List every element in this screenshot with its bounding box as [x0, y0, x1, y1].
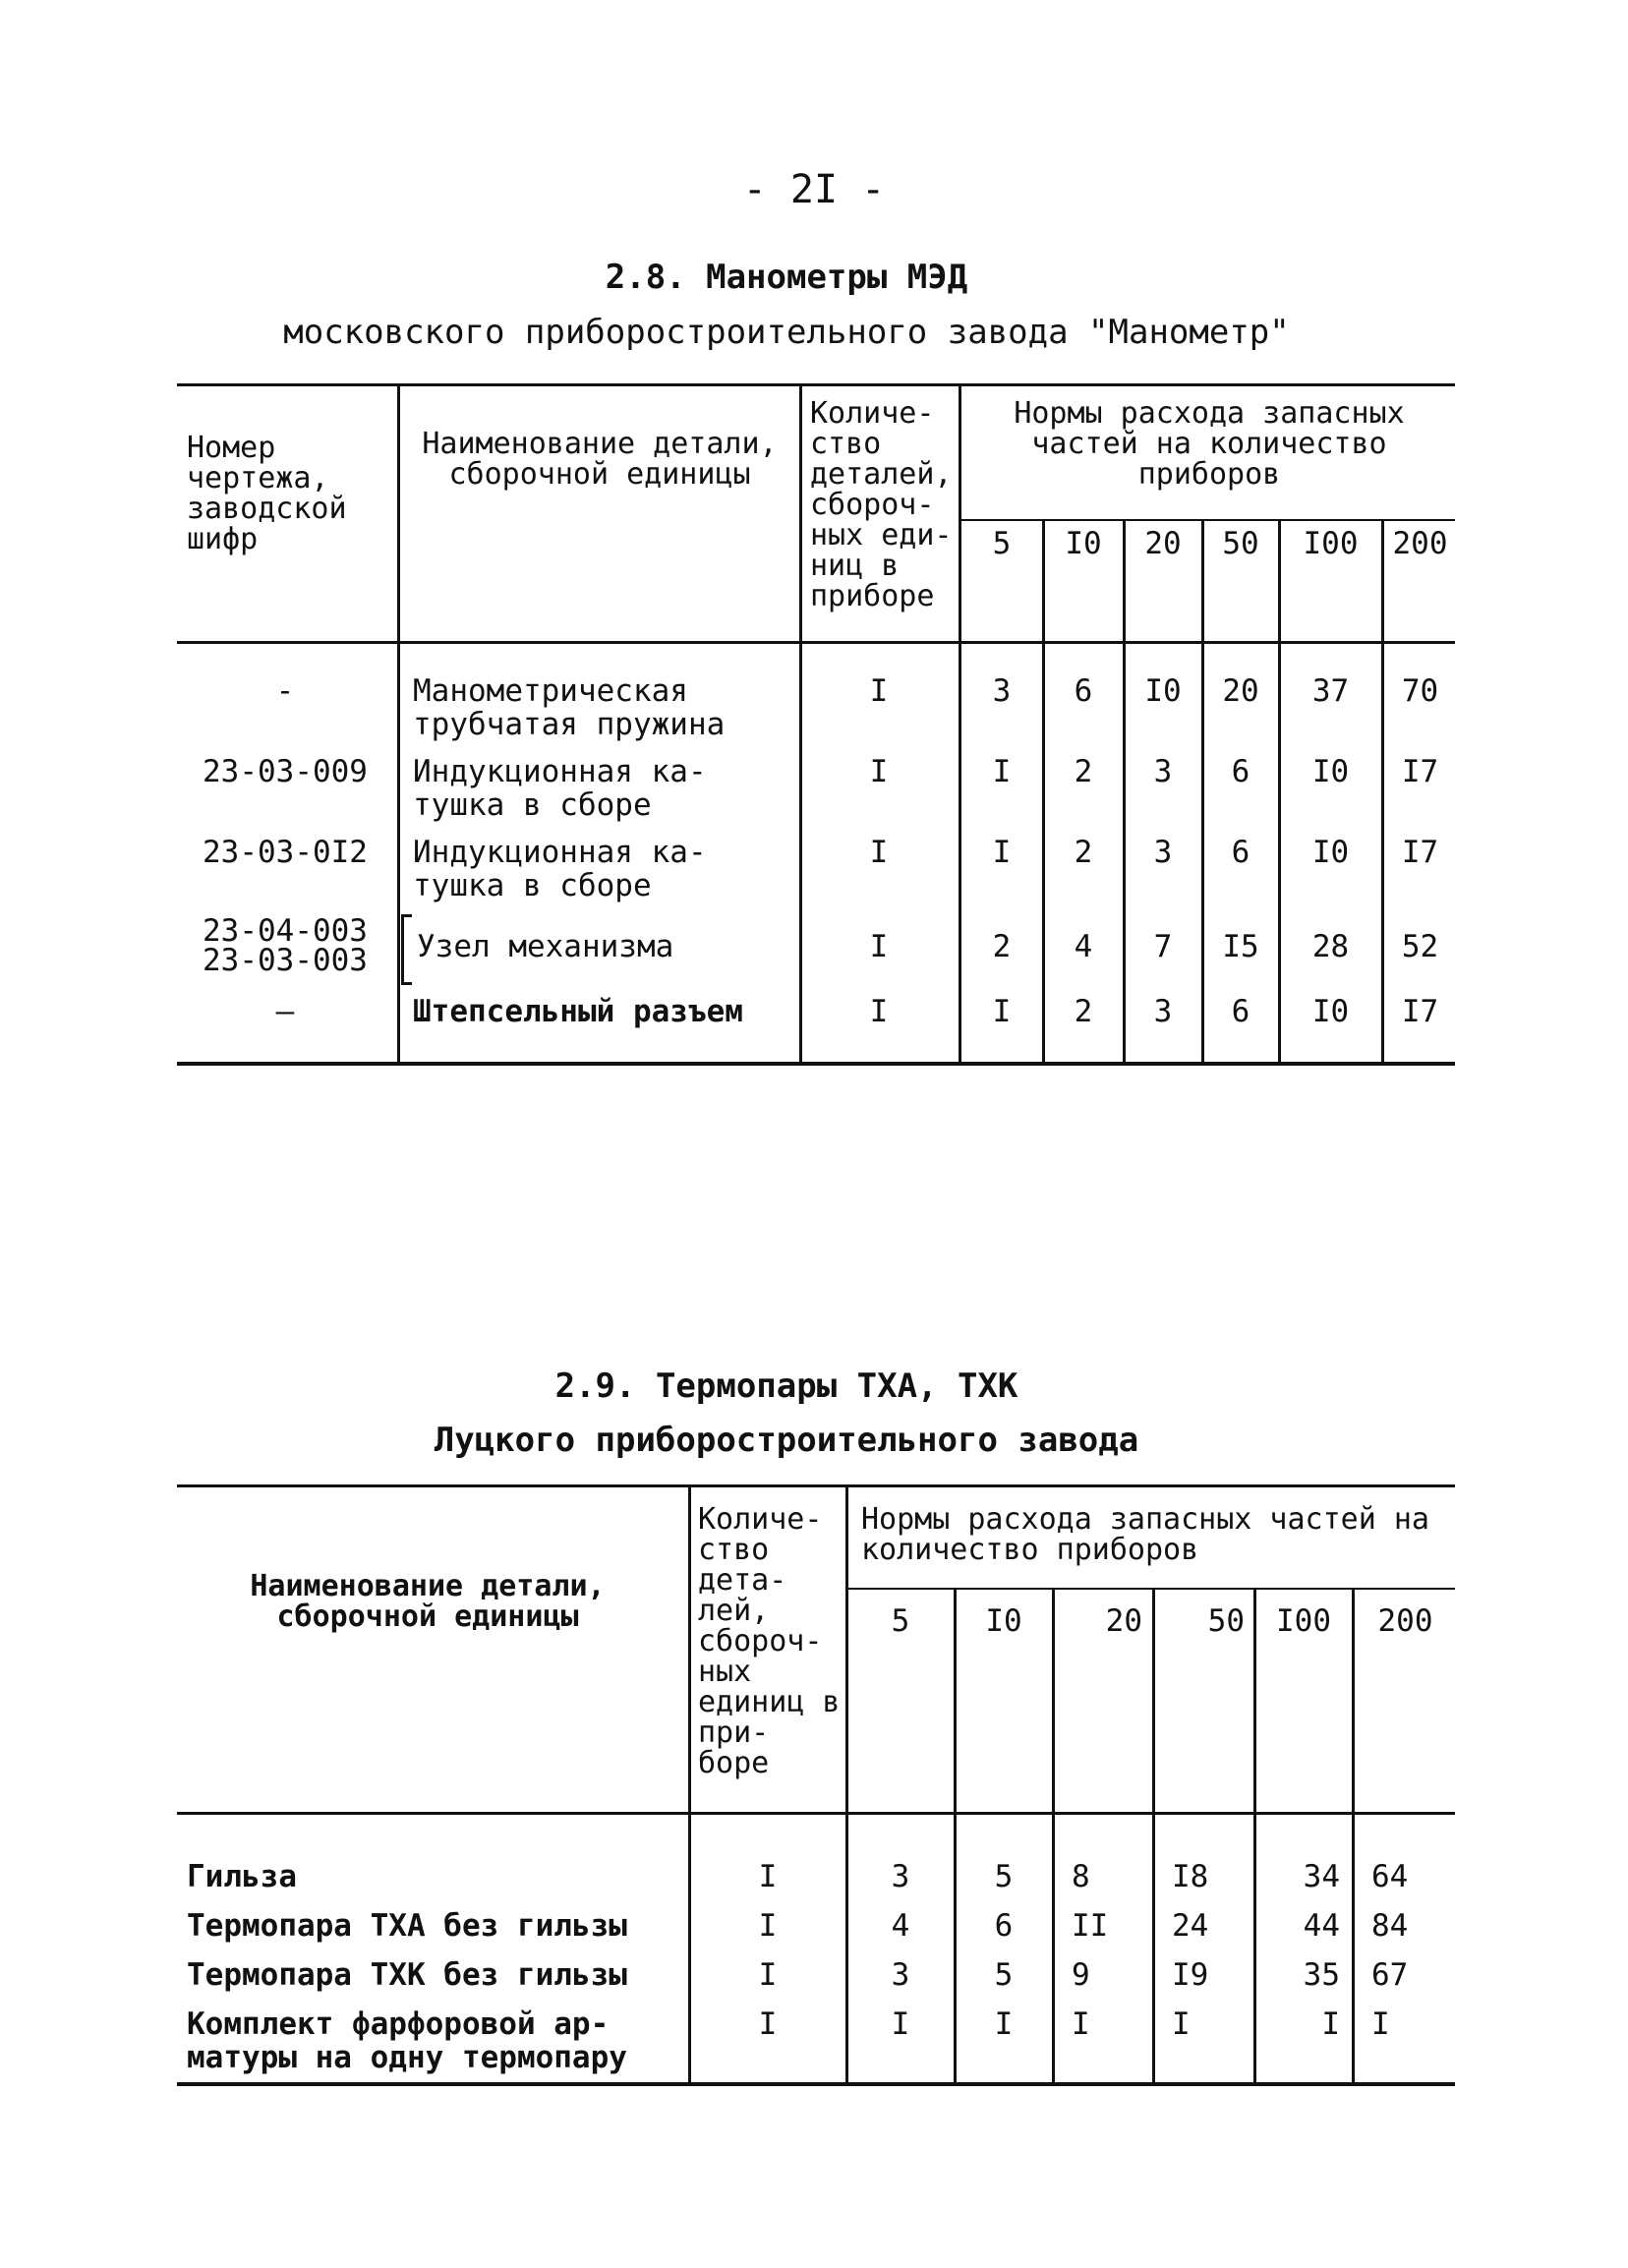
- row-norm: 8: [1072, 1859, 1090, 1894]
- table-1-bottom-rule: [177, 1062, 1455, 1066]
- table-2-qty: I00: [1276, 1603, 1331, 1639]
- row-norm: I0: [1311, 994, 1350, 1029]
- row-count: I: [869, 835, 889, 870]
- table-2-header-norms: Нормы расхода запасных частей на количество приборов: [861, 1502, 1429, 1567]
- row-norm: 4: [1074, 929, 1093, 964]
- row-norm: I: [992, 994, 1012, 1029]
- row-count: I: [758, 1908, 778, 1944]
- table-2-header-name: Наименование детали, сборочной единицы: [250, 1569, 606, 1634]
- row-norm: I: [1072, 2006, 1090, 2042]
- table-1-qty: 50: [1222, 526, 1259, 561]
- table-1-divider: [1201, 519, 1204, 1062]
- row-count: I: [869, 929, 889, 964]
- section-2-subtitle: Луцкого приборостроительного завода: [434, 1421, 1139, 1460]
- row-norm: 67: [1371, 1957, 1409, 1993]
- table-2-subheader-rule: [845, 1588, 1455, 1590]
- table-1-qty: 5: [992, 526, 1012, 561]
- table-1-header-norms: Нормы расхода запасных частей на количество приборов: [1014, 396, 1405, 492]
- row-norm: 24: [1172, 1908, 1209, 1944]
- row-norm: I: [1371, 2006, 1390, 2042]
- table-1-qty: I00: [1303, 526, 1359, 561]
- row-count: I: [869, 673, 889, 709]
- row-name: Индукционная ка- тушка в сборе: [413, 754, 707, 823]
- table-1-divider: [1381, 519, 1384, 1062]
- table-2-qty: I0: [985, 1603, 1022, 1639]
- row-code: -: [275, 673, 295, 709]
- row-norm: 6: [1231, 835, 1250, 870]
- row-norm: I8: [1172, 1859, 1209, 1894]
- table-1-divider: [397, 383, 400, 1062]
- row-name: Индукционная ка- тушка в сборе: [413, 835, 707, 903]
- table-2-qty: 200: [1377, 1603, 1433, 1639]
- row-norm: 84: [1371, 1908, 1409, 1944]
- row-norm: I: [992, 835, 1012, 870]
- table-1-divider: [1042, 519, 1045, 1062]
- section-2-title: 2.9. Термопары ТХА, ТХК: [554, 1367, 1018, 1406]
- row-count: I: [758, 2006, 778, 2042]
- row-count: I: [758, 1957, 778, 1993]
- row-norm: 6: [1231, 994, 1250, 1029]
- row-norm: 9: [1072, 1957, 1090, 1993]
- row-norm: 3: [1153, 754, 1173, 789]
- row-norm: 6: [1074, 673, 1093, 709]
- table-2-top-rule: [177, 1484, 1455, 1487]
- row-code-secondary: 23-03-003: [203, 943, 368, 978]
- row-name: Термопара ТХК без гильзы: [187, 1957, 627, 1993]
- row-code: 23-03-009: [203, 754, 368, 789]
- row-norm: 2: [1074, 835, 1093, 870]
- table-2-divider: [1152, 1588, 1155, 2084]
- row-norm: 44: [1303, 1908, 1340, 1944]
- row-code: 23-04-003: [203, 913, 368, 949]
- row-norm: 70: [1401, 673, 1439, 709]
- row-norm: I: [891, 2006, 910, 2042]
- table-1-divider: [959, 383, 961, 1062]
- table-1-header-name: Наименование детали, сборочной единицы: [422, 427, 778, 492]
- row-count: I: [869, 994, 889, 1029]
- table-1-header-code: Номер чертежа, заводской шифр: [187, 431, 347, 556]
- table-1-header-count: Количе- ство деталей, сбороч- ных еди- ниц в приборе: [810, 396, 953, 613]
- row-norm: 52: [1401, 929, 1439, 964]
- table-2-header-rule: [177, 1812, 1455, 1815]
- row-name: Комплект фарфоровой ар- матуры на одну термопару: [187, 2006, 627, 2075]
- row-norm: 28: [1311, 929, 1350, 964]
- row-norm: I0: [1311, 754, 1350, 789]
- table-1-qty: 200: [1392, 526, 1448, 561]
- row-norm: I: [1321, 2006, 1340, 2042]
- table-2-bottom-rule: [177, 2082, 1455, 2086]
- table-2-divider: [1052, 1588, 1055, 2084]
- row-norm: I0: [1311, 835, 1350, 870]
- row-norm: 3: [891, 1957, 910, 1993]
- page-number: - 2I -: [742, 167, 886, 212]
- table-2-divider: [688, 1484, 691, 2084]
- row-norm: 20: [1222, 673, 1259, 709]
- table-2-divider: [1352, 1588, 1355, 2084]
- table-1-divider: [1123, 519, 1126, 1062]
- row-code: 23-03-0I2: [203, 835, 368, 870]
- row-norm: 3: [992, 673, 1012, 709]
- row-norm: II: [1072, 1908, 1109, 1944]
- row-norm: 37: [1311, 673, 1350, 709]
- row-name: Термопара ТХА без гильзы: [187, 1908, 627, 1944]
- row-norm: I0: [1144, 673, 1182, 709]
- row-norm: 4: [891, 1908, 910, 1944]
- table-2-header-count: Количе- ство дета- лей, сбороч- ных единиц в при- боре: [698, 1502, 841, 1780]
- row-norm: 3: [1153, 835, 1173, 870]
- row-name: Манометрическая трубчатая пружина: [413, 673, 726, 742]
- row-norm: I7: [1401, 994, 1439, 1029]
- table-1-header-rule: [177, 641, 1455, 644]
- table-1-qty: 20: [1144, 526, 1182, 561]
- table-1-top-rule: [177, 383, 1455, 386]
- row-name: Гильза: [187, 1859, 297, 1894]
- row-code: –: [275, 994, 295, 1029]
- row-norm: 2: [992, 929, 1012, 964]
- row-norm: 2: [1074, 754, 1093, 789]
- row-norm: I5: [1222, 929, 1259, 964]
- row-name: Узел механизма: [417, 929, 674, 964]
- row-name: Штепсельный разъем: [413, 994, 743, 1029]
- row-count: I: [758, 1859, 778, 1894]
- row-norm: 5: [994, 1859, 1014, 1894]
- table-2-divider: [954, 1588, 957, 2084]
- table-2-qty: 50: [1207, 1603, 1245, 1639]
- row-norm: 5: [994, 1957, 1014, 1993]
- row-norm: 2: [1074, 994, 1093, 1029]
- row-norm: 64: [1371, 1859, 1409, 1894]
- row-norm: 6: [994, 1908, 1014, 1944]
- bracket-icon: [401, 914, 412, 985]
- row-norm: I: [992, 754, 1012, 789]
- table-2-divider: [845, 1484, 848, 2084]
- section-1-title: 2.8. Манометры МЭД: [605, 258, 968, 297]
- row-norm: I7: [1401, 835, 1439, 870]
- row-norm: 3: [1153, 994, 1173, 1029]
- row-norm: I7: [1401, 754, 1439, 789]
- row-norm: I: [1172, 2006, 1191, 2042]
- table-2-qty: 5: [891, 1603, 910, 1639]
- table-2-divider: [1253, 1588, 1256, 2084]
- row-norm: 7: [1153, 929, 1173, 964]
- section-1-subtitle: московского приборостроительного завода "Манометр": [283, 313, 1290, 352]
- row-norm: 35: [1303, 1957, 1340, 1993]
- row-norm: I9: [1172, 1957, 1209, 1993]
- row-norm: 3: [891, 1859, 910, 1894]
- table-1-qty: I0: [1065, 526, 1102, 561]
- row-norm: I: [994, 2006, 1014, 2042]
- table-2-qty: 20: [1105, 1603, 1142, 1639]
- table-1-divider: [1278, 519, 1281, 1062]
- row-norm: 6: [1231, 754, 1250, 789]
- row-count: I: [869, 754, 889, 789]
- row-norm: 34: [1303, 1859, 1340, 1894]
